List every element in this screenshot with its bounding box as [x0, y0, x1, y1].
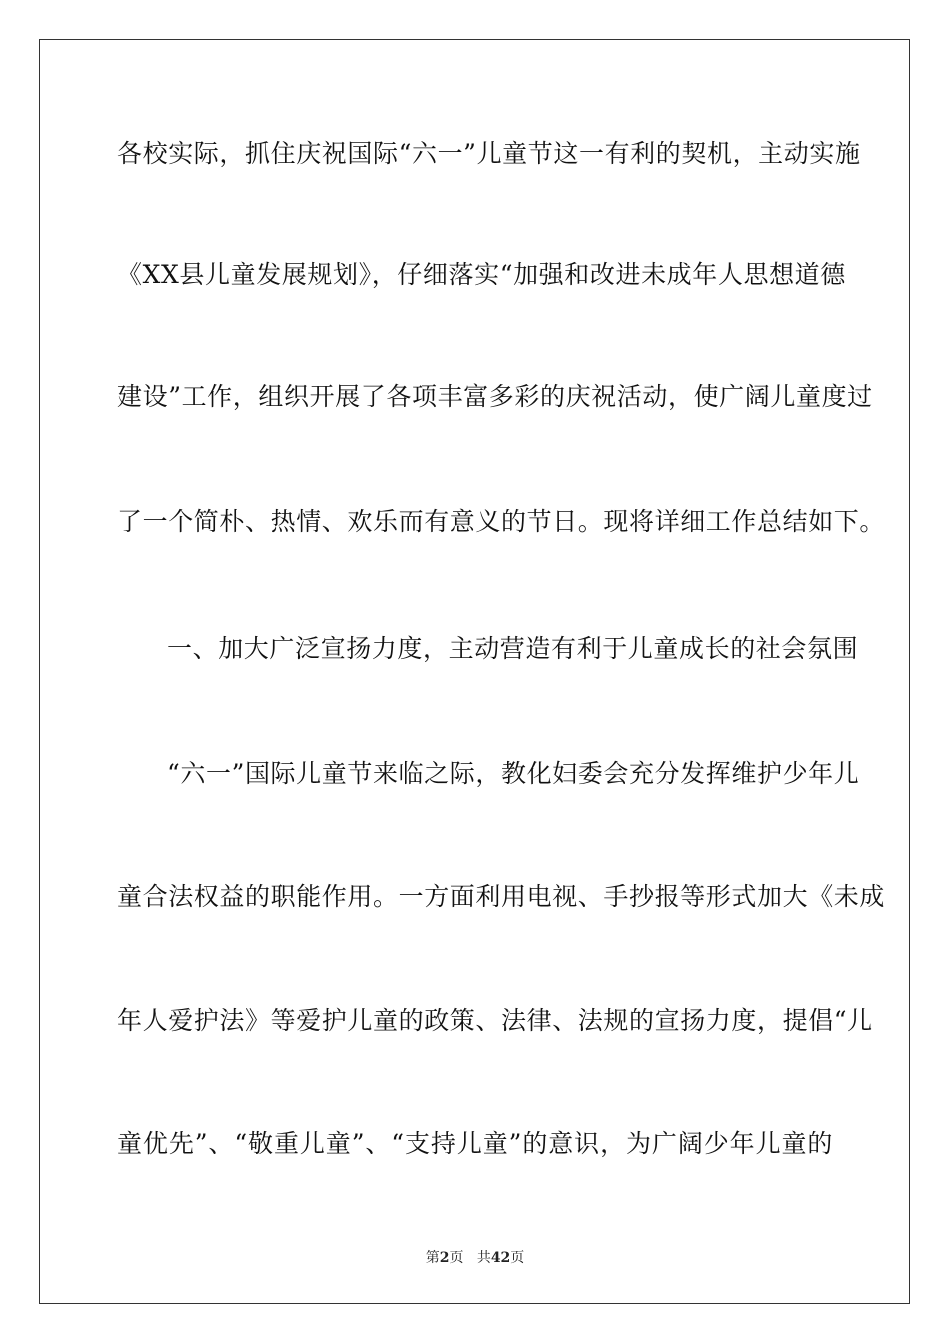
page-footer — [0, 1249, 950, 1267]
body-line-3: 建设”工作，组织开展了各项丰富多彩的庆祝活动，使广阔儿童度过 — [117, 382, 873, 411]
footer-page-number: 2 — [439, 1250, 450, 1266]
footer-page-prefix: 第 — [425, 1250, 440, 1266]
footer-total-prefix: 共 — [476, 1250, 491, 1266]
page-border — [39, 39, 910, 1304]
body-line-9: 童优先”、“敬重儿童”、“支持儿童”的意识，为广阔少年儿童的 — [117, 1129, 833, 1158]
footer-page-suffix: 页 — [449, 1250, 464, 1266]
body-line-6: “六一”国际儿童节来临之际，教化妇委会充分发挥维护少年儿 — [167, 759, 860, 788]
body-line-7: 童合法权益的职能作用。一方面利用电视、手抄报等形式加大《未成 — [117, 882, 886, 911]
body-line-8: 年人爱护法》等爱护儿童的政策、法律、法规的宣扬力度，提倡“儿 — [117, 1006, 873, 1035]
body-line-4: 了一个简朴、热情、欢乐而有意义的节日。现将详细工作总结如下。 — [117, 507, 886, 536]
footer-total-suffix: 页 — [510, 1250, 525, 1266]
body-line-1: 各校实际，抓住庆祝国际“六一”儿童节这一有利的契机，主动实施 — [117, 139, 861, 168]
footer-total-pages: 42 — [490, 1250, 511, 1266]
body-line-2: 《XX县儿童发展规划》，仔细落实“加强和改进未成年人思想道德 — [117, 260, 846, 289]
section-heading: 一、加大广泛宣扬力度，主动营造有利于儿童成长的社会氛围 — [167, 634, 859, 663]
